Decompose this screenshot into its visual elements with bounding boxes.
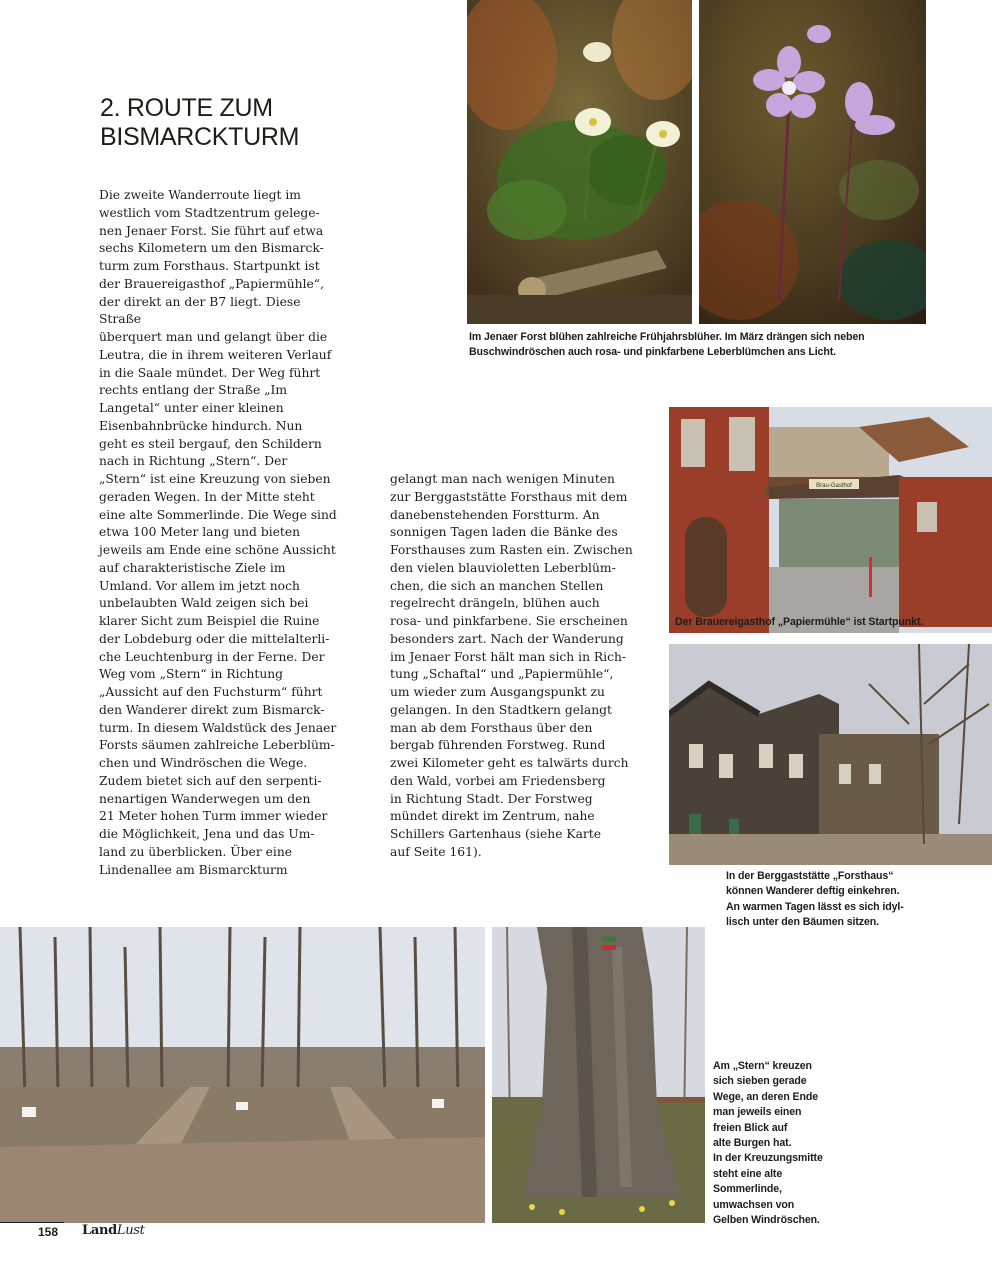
article-title: 2. ROUTE ZUM BISMARCKTURM (100, 94, 300, 151)
magazine-logo (82, 1223, 145, 1238)
papiermuehle-photo (669, 407, 992, 633)
stern-caption: Am „Stern“ kreuzen sich sieben gerade Wege, an deren Ende man jeweils einen freien Blick auf alte Burgen hat. In der Kreuzungsmitte steht eine alte Sommerlinde, umwachsen von Gelben Windröschen. (713, 1060, 823, 1227)
gasthof-sign-text: Brau-Gasthof (816, 483, 852, 489)
forsthaus-photo (669, 644, 992, 865)
forest-crossroads-photo (0, 927, 485, 1223)
footer-rule (0, 1222, 64, 1223)
forsthaus-caption: In der Berggaststätte „Forsthaus“ können Wanderer deftig einkehren. An warmen Tagen lässt es sich idyl- lisch unter den Bäumen sitzen. (726, 870, 904, 929)
papiermuehle-caption: Der Brauereigasthof „Papiermühle“ ist Startpunkt. (675, 616, 924, 628)
logo-lust: Lust (116, 1223, 145, 1238)
wood-anemone-photo (467, 0, 692, 324)
linden-tree-photo (492, 927, 705, 1223)
body-text-column-1: Die zweite Wanderroute liegt im westlich vom Stadtzentrum gelege- nen Jenaer Forst. Sie führt auf etwa sechs Kilometern um den Bismarck- turm zum Forsthaus. Startpunkt ist der Brauereigasthof „Papiermühle“, der direkt an der B7 liegt. Diese Straße überquert man und gelangt über die Leutra, die in ihrem weiteren Verlauf in die Saale mündet. Der Weg führt rechts entlang der Straße „Im Langetal“ unter einer kleinen Eisenbahnbrücke hindurch. Nun geht es steil bergauf, den Schildern nach in Richtung „Stern“. Der „Stern“ ist eine Kreuzung von sieben geraden Wegen. In der Mitte steht eine alte Sommerlinde. Die Wege sind etwa 100 Meter lang und bieten jeweils am Ende eine schöne Aussicht auf charakteristische Ziele im Umland. Vor allem im jetzt noch unbelaubten Wald zeigen sich bei klarer Sicht zum Beispiel die Ruine der Lobdeburg oder die mittelalterli- che Leuchtenburg in der Ferne. Der Weg vom „Stern“ in Richtung „Aussicht auf den Fuchsturm“ führt den Wanderer direkt zum Bismarck- turm. In diesem Waldstück des Jenaer Forsts säumen zahlreiche Leberblüm- chen und Windröschen die Wege. Zudem bietet sich auf den serpenti- nenartigen Wanderwegen um den 21 Meter hohen Turm immer wieder die Möglichkeit, Jena und das Um- land zu überblicken. Über eine Lindenallee am Bismarckturm (99, 188, 337, 877)
body-text-column-2: gelangt man nach wenigen Minuten zur Berggaststätte Forsthaus mit dem danebenstehenden Forstturm. An sonnigen Tagen laden die Bänke des Forsthauses zum Rasten ein. Zwischen den vielen blauvioletten Leberblüm- chen, die sich an manchen Stellen regelrecht drängeln, blühen auch rosa- und pinkfarbene. Sie erscheinen besonders zart. Nach der Wanderung im Jenaer Forst hält man sich in Rich- tung „Schaftal“ und „Papiermühle“, um wieder zum Ausgangspunkt zu gelangen. In den Stadtkern gelangt man ab dem Forsthaus über den bergab führenden Forstweg. Rund zwei Kilometer geht es talwärts durch den Wald, vorbei am Friedensberg in Richtung Stadt. Der Forstweg mündet direkt im Zentrum, nahe Schillers Gartenhaus (siehe Karte auf Seite 161). (390, 472, 633, 859)
logo-land: Land (82, 1223, 117, 1238)
liverwort-flower-photo (699, 0, 926, 324)
page-number: 158 (38, 1225, 59, 1239)
flowers-caption: Im Jenaer Forst blühen zahlreiche Frühjahrsblüher. Im März drängen sich neben Buschwindröschen auch rosa- und pinkfarbene Leberblümchen ans Licht. (469, 331, 865, 359)
